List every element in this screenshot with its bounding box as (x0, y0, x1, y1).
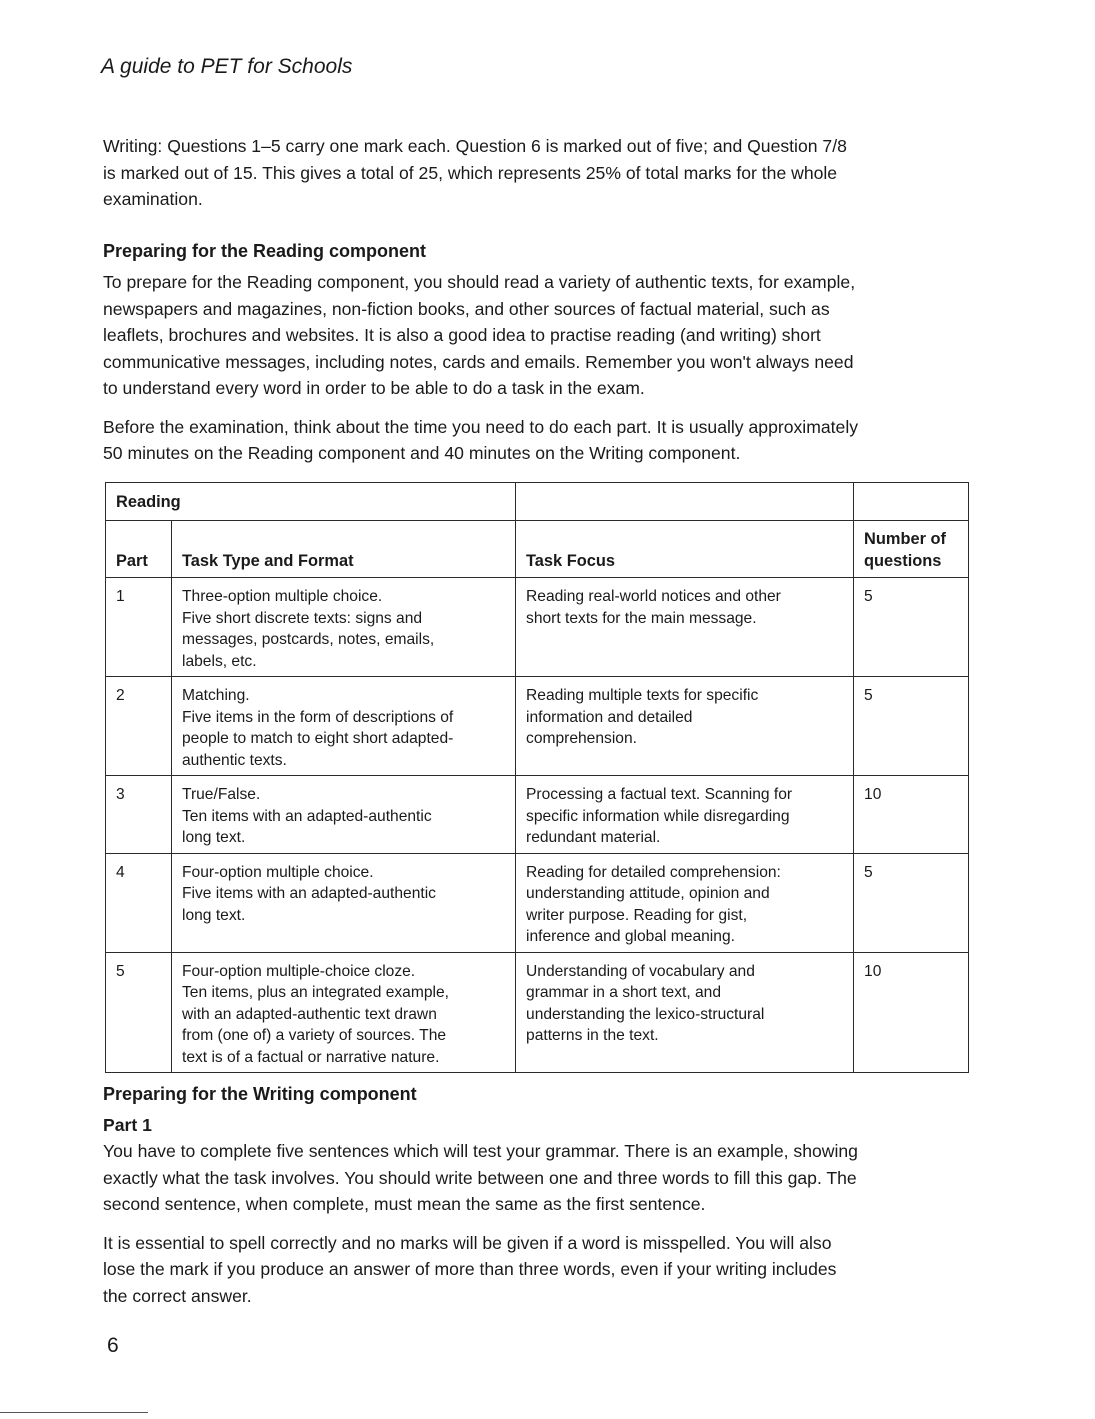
table-row (106, 952, 969, 1073)
cell-line: long text. (182, 906, 246, 924)
cell-task-type (172, 776, 516, 854)
cell-part: 5 (106, 952, 172, 1073)
text-line: is marked out of 15. This gives a total of 25, which represents 25% of total marks for the whole (103, 162, 838, 183)
cell-part: 3 (106, 776, 172, 854)
text-line: exactly what the task involves. You should write between one and three words to fill this gap. The (103, 1167, 857, 1188)
cell-line: authentic texts. (182, 751, 287, 769)
reading-table (105, 482, 969, 1073)
cell-line: True/False. (182, 786, 261, 803)
cell-line: writer purpose. Reading for gist, (526, 906, 748, 924)
page-number: 6 (107, 1334, 119, 1357)
cell-line: Ten items, plus an integrated example, (182, 984, 449, 1001)
bottom-rule (0, 1412, 148, 1413)
column-header-task-focus: Task Focus (516, 521, 854, 578)
text-line: lose the mark if you produce an answer of more than three words, even if your writing includes (103, 1259, 837, 1279)
text-line: You have to complete five sentences which will test your grammar. There is an example, showing (103, 1141, 858, 1161)
text-line: to understand every word in order to be able to do a task in the exam. (103, 378, 645, 398)
table-row (106, 677, 969, 776)
table-row (106, 776, 969, 854)
cell-line: short texts for the main message. (526, 609, 757, 627)
cell-task-focus (516, 776, 854, 854)
text-line: To prepare for the Reading component, you should read a variety of authentic texts, for example, (103, 272, 856, 292)
cell-task-type (172, 952, 516, 1073)
writing-section (103, 1081, 973, 1309)
cell-line: Four-option multiple choice. (182, 863, 374, 881)
column-header-part: Part (106, 521, 172, 578)
header-line: Number of (864, 530, 946, 548)
reading-heading: Preparing for the Reading component (103, 241, 427, 261)
cell-line: grammar in a short text, and (526, 984, 722, 1001)
writing-paragraph-1 (103, 1138, 973, 1218)
text-line: newspapers and magazines, non-fiction books, and other sources of factual material, such as (103, 298, 830, 319)
cell-line: inference and global meaning. (526, 928, 735, 945)
cell-questions: 5 (854, 853, 969, 952)
reading-section (103, 238, 973, 467)
text-line: Writing: Questions 1–5 carry one mark each. Question 6 is marked out of five; and Question 7/8 (103, 136, 847, 156)
cell-line: people to match to eight short adapted- (182, 730, 454, 747)
cell-line: comprehension. (526, 730, 637, 747)
cell-line: redundant material. (526, 829, 661, 846)
text-line: leaflets, brochures and websites. It is also a good idea to practise reading (and writing) short (103, 325, 821, 345)
writing-heading: Preparing for the Writing component (103, 1084, 417, 1104)
running-head: A guide to PET for Schools (101, 55, 353, 78)
text-line: Before the examination, think about the time you need to do each part. It is usually approximately (103, 416, 859, 437)
cell-line: understanding attitude, opinion and (526, 885, 770, 902)
cell-line: information and detailed (526, 708, 693, 726)
cell-line: patterns in the text. (526, 1027, 659, 1044)
cell-task-focus (516, 578, 854, 677)
table-title: Reading (106, 483, 516, 521)
cell-task-type (172, 853, 516, 952)
column-header-task-type: Task Type and Format (172, 521, 516, 578)
cell-line: Understanding of vocabulary and (526, 962, 755, 980)
text-line: communicative messages, including notes, cards and emails. Remember you won't always need (103, 351, 854, 372)
text-line: second sentence, when complete, must mean the same as the first sentence. (103, 1194, 706, 1214)
table-title-empty-cell (516, 483, 854, 521)
cell-line: Matching. (182, 687, 250, 704)
cell-line: Four-option multiple-choice cloze. (182, 962, 416, 980)
cell-part: 1 (106, 578, 172, 677)
text-line: examination. (103, 189, 203, 209)
cell-task-type (172, 578, 516, 677)
cell-task-focus (516, 853, 854, 952)
table-title-empty-cell (854, 483, 969, 521)
cell-line: Processing a factual text. Scanning for (526, 786, 793, 803)
cell-questions: 5 (854, 677, 969, 776)
writing-paragraph-2 (103, 1230, 973, 1310)
text-line: the correct answer. (103, 1285, 252, 1306)
cell-line: Five items with an adapted-authentic (182, 885, 436, 902)
cell-questions: 10 (854, 776, 969, 854)
cell-line: specific information while disregarding (526, 807, 790, 825)
cell-task-focus (516, 677, 854, 776)
cell-part: 2 (106, 677, 172, 776)
cell-line: understanding the lexico-structural (526, 1005, 765, 1023)
intro-paragraph (103, 133, 973, 213)
cell-line: Reading real-world notices and other (526, 588, 781, 605)
cell-line: Five short discrete texts: signs and (182, 609, 423, 627)
cell-line: from (one of) a variety of sources. The (182, 1027, 447, 1044)
cell-line: Reading for detailed comprehension: (526, 863, 781, 881)
text-line: It is essential to spell correctly and no marks will be given if a word is misspelled. You will also (103, 1232, 832, 1253)
writing-part-heading: Part 1 (103, 1115, 152, 1135)
column-header-questions (854, 521, 969, 578)
cell-line: Ten items with an adapted-authentic (182, 807, 432, 825)
cell-line: with an adapted-authentic text drawn (182, 1005, 437, 1023)
reading-paragraph-1 (103, 269, 973, 402)
cell-line: Reading multiple texts for specific (526, 687, 759, 704)
cell-part: 4 (106, 853, 172, 952)
reading-paragraph-2 (103, 414, 973, 467)
cell-questions: 10 (854, 952, 969, 1073)
cell-line: text is of a factual or narrative nature. (182, 1048, 440, 1066)
cell-task-focus (516, 952, 854, 1073)
cell-questions: 5 (854, 578, 969, 677)
table-row (106, 578, 969, 677)
cell-line: messages, postcards, notes, emails, (182, 631, 435, 648)
cell-task-type (172, 677, 516, 776)
cell-line: labels, etc. (182, 652, 257, 670)
cell-line: Three-option multiple choice. (182, 588, 383, 605)
table-row (106, 853, 969, 952)
cell-line: long text. (182, 829, 246, 846)
text-line: 50 minutes on the Reading component and 40 minutes on the Writing component. (103, 443, 741, 463)
cell-line: Five items in the form of descriptions of (182, 708, 454, 726)
table-header-row (106, 521, 969, 578)
header-line: questions (864, 551, 942, 570)
table-title-row (106, 483, 969, 521)
